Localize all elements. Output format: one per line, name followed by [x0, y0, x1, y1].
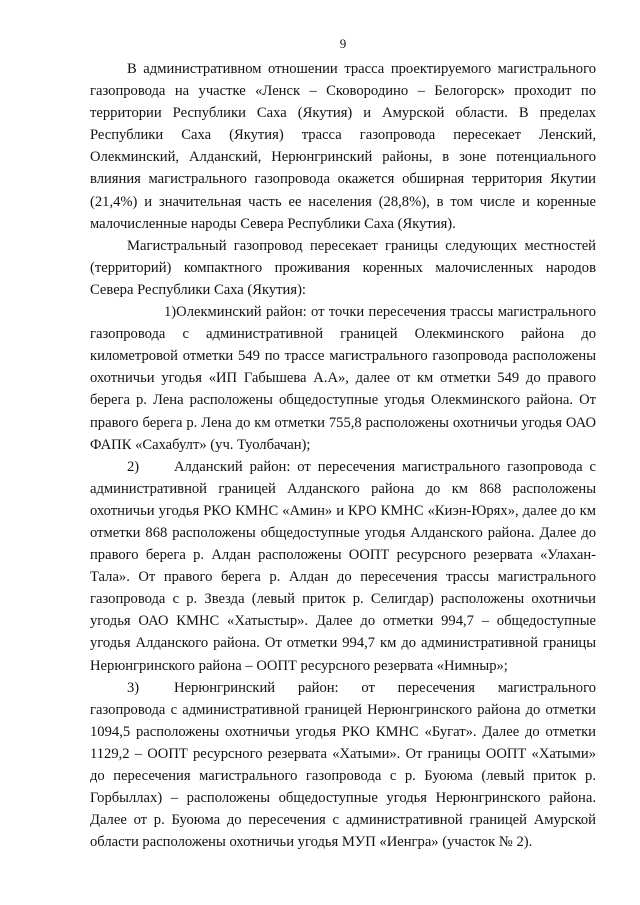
list-item-aldansky [90, 456, 596, 677]
list-item-neryungrinsky [90, 677, 596, 854]
list-item-text: Олекминский район: от точки пересечения трассы магистрального газопровода с административной границей Олекминского района до километровой отметки 549 по трассе магистрального газопровода расположены охотничьи угодья «ИП Габышева А.А», далее от км отметки 549 до правого берега р. Лена расположены общедоступные угодья Олекминского района. От правого берега р. Лена до км отметки 755,8 расположены охотничьи угодья ОАО ФАПК «Сахабулт» (уч. Туолбачан); [90, 304, 596, 453]
list-item-number: 1) [164, 304, 177, 321]
document-page [90, 36, 596, 853]
paragraph-administrative: В административном отношении трасса проектируемого магистрального газопровода на участке «Ленск – Сковородино – Белогорск» проходит по территории Республики Саха (Якутия) и Амурской области. В пределах Республики Саха (Якутия) трасса газопровода пересекает Ленский, Олекминский, Алданский, Нерюнгринский районы, в зоне потенциального влияния магистрального газопровода окажется обширная территория Якутии (21,4%) и значительная часть ее населения (28,8%), в том числе и коренные малочисленные народы Севера Республики Саха (Якутия). [90, 61, 596, 232]
paragraph-territories: Магистральный газопровод пересекает границы следующих местностей (территорий) компактного проживания коренных малочисленных народов Севера Республики Саха (Якутия): [90, 237, 596, 298]
list-item-number: 2) [127, 458, 140, 475]
page-number: 9 [339, 36, 347, 51]
list-item-text: Нерюнгринский район: от пересечения магистрального газопровода с административной границей Нерюнгринского района до отметки 1094,5 расположены охотничьи угодья РКО КМНС «Бугат». Далее до отметки 1129,2 – ООПТ ресурсного резервата «Хатыми». От границы ООПТ «Хатыми» до пересечения магистрального газопровода с р. Буоюма (левый приток р. Горбыллах) – расположены общедоступные угодья Нерюнгринского района. Далее от р. Буоюма до пересечения с административной границей Амурской области расположены охотничьи угодья МУП «Иенгра» (участок № 2). [90, 679, 596, 851]
list-item-number: 3) [127, 679, 140, 696]
list-item-olekminsky [90, 301, 596, 456]
list-item-text: Алданский район: от пересечения магистрального газопровода с административной границей Алданского района до км 868 расположены охотничьи угодья РКО КМНС «Амин» и КРО КМНС «Киэн-Юрях», далее до км отметки 868 расположены общедоступные угодья Алданского района. Далее до правого берега р. Алдан расположены ООПТ ресурсного резервата «Улахан-Тала». От правого берега р. Алдан до пересечения трассы магистрального газопровода с р. Звезда (левый приток р. Селигдар) расположены охотничьи угодья ОАО КМНС «Хатыстыр». Далее до отметки 994,7 – общедоступные угодья Алданского района. От отметки 994,7 км до административной границы Нерюнгринского района – ООПТ ресурсного резервата «Нимныр»; [90, 458, 596, 674]
